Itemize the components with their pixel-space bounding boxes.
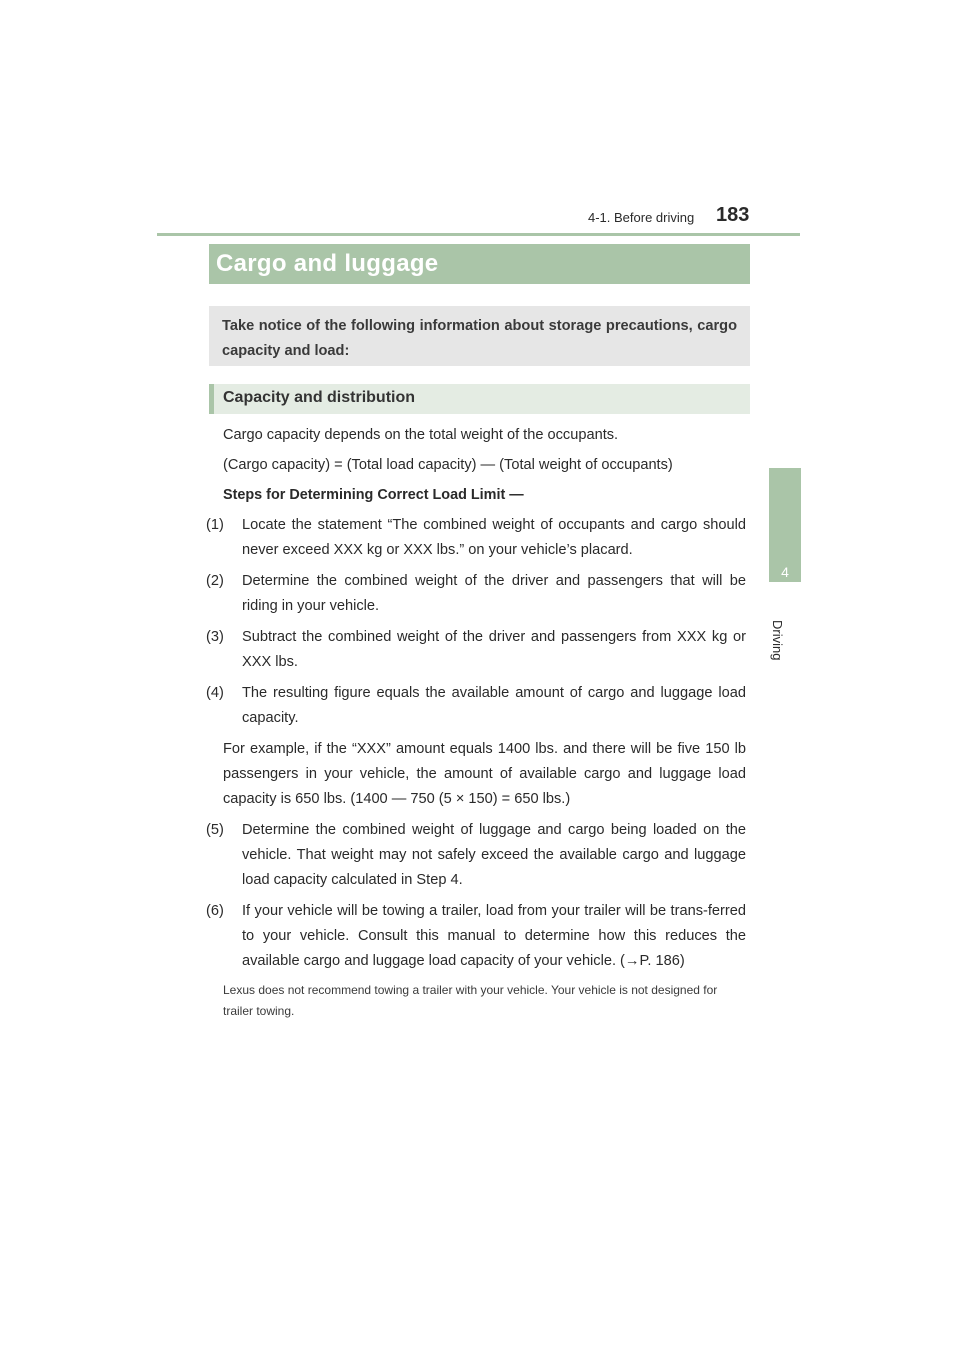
step-item	[206, 625, 746, 675]
steps-heading: Steps for Determining Correct Load Limit —	[223, 487, 524, 503]
section-title-bar	[209, 244, 750, 284]
intro-box	[209, 306, 750, 366]
page-number: 183	[716, 204, 750, 226]
chapter-tab-number: 4	[781, 564, 789, 580]
body-paragraph: Cargo capacity depends on the total weight of the occupants.	[223, 427, 619, 443]
step-item	[206, 899, 746, 974]
step-text: The resulting figure equals the available amount of cargo and luggage load capacity.	[242, 685, 746, 726]
step-item	[206, 513, 746, 563]
step-item	[206, 818, 746, 893]
step-item	[206, 569, 746, 619]
towing-note: Lexus does not recommend towing a trailer with your vehicle. Your vehicle is not designed for trailer towing.	[223, 983, 718, 1018]
step-number: (2)	[206, 573, 224, 589]
page-title: Cargo and luggage	[216, 250, 439, 277]
intro-text: Take notice of the following information about storage precautions, cargo capacity and load:	[222, 318, 737, 359]
formula-paragraph: (Cargo capacity) = (Total load capacity) — (Total weight of occupants)	[223, 457, 673, 473]
step-text: If your vehicle will be towing a trailer, load from your trailer will be trans-ferred to your vehicle. Consult this manual to determine how this reduces the available cargo and luggage load capacity of your vehicle. (→P. 186)	[242, 903, 746, 969]
chapter-tab-label: Driving	[770, 620, 785, 661]
header-divider	[157, 233, 800, 236]
step-number: (5)	[206, 822, 224, 838]
step-number: (1)	[206, 517, 224, 533]
body-content	[206, 423, 746, 1027]
step-text: Determine the combined weight of luggage and cargo being loaded on the vehicle. That weight may not safely exceed the available cargo and luggage load capacity calculated in Step 4.	[242, 822, 746, 888]
step-number: (4)	[206, 685, 224, 701]
section-reference: 4-1. Before driving	[588, 210, 695, 225]
step-number: (6)	[206, 903, 224, 919]
example-paragraph: For example, if the “XXX” amount equals 1400 lbs. and there will be five 150 lb passengers in your vehicle, the amount of available cargo and luggage load capacity is 650 lbs. (1400 — 750 (5 × 150) = 650 lbs.)	[223, 741, 746, 807]
step-number: (3)	[206, 629, 224, 645]
step-text: Determine the combined weight of the driver and passengers that will be riding in your vehicle.	[242, 573, 746, 614]
step-item	[206, 681, 746, 731]
subsection-header	[209, 384, 750, 414]
step-text: Locate the statement “The combined weight of occupants and cargo should never exceed XXX kg or XXX lbs.” on your vehicle’s placard.	[242, 517, 746, 558]
subsection-title: Capacity and distribution	[223, 389, 416, 406]
step-text: Subtract the combined weight of the driver and passengers from XXX kg or XXX lbs.	[242, 629, 746, 670]
